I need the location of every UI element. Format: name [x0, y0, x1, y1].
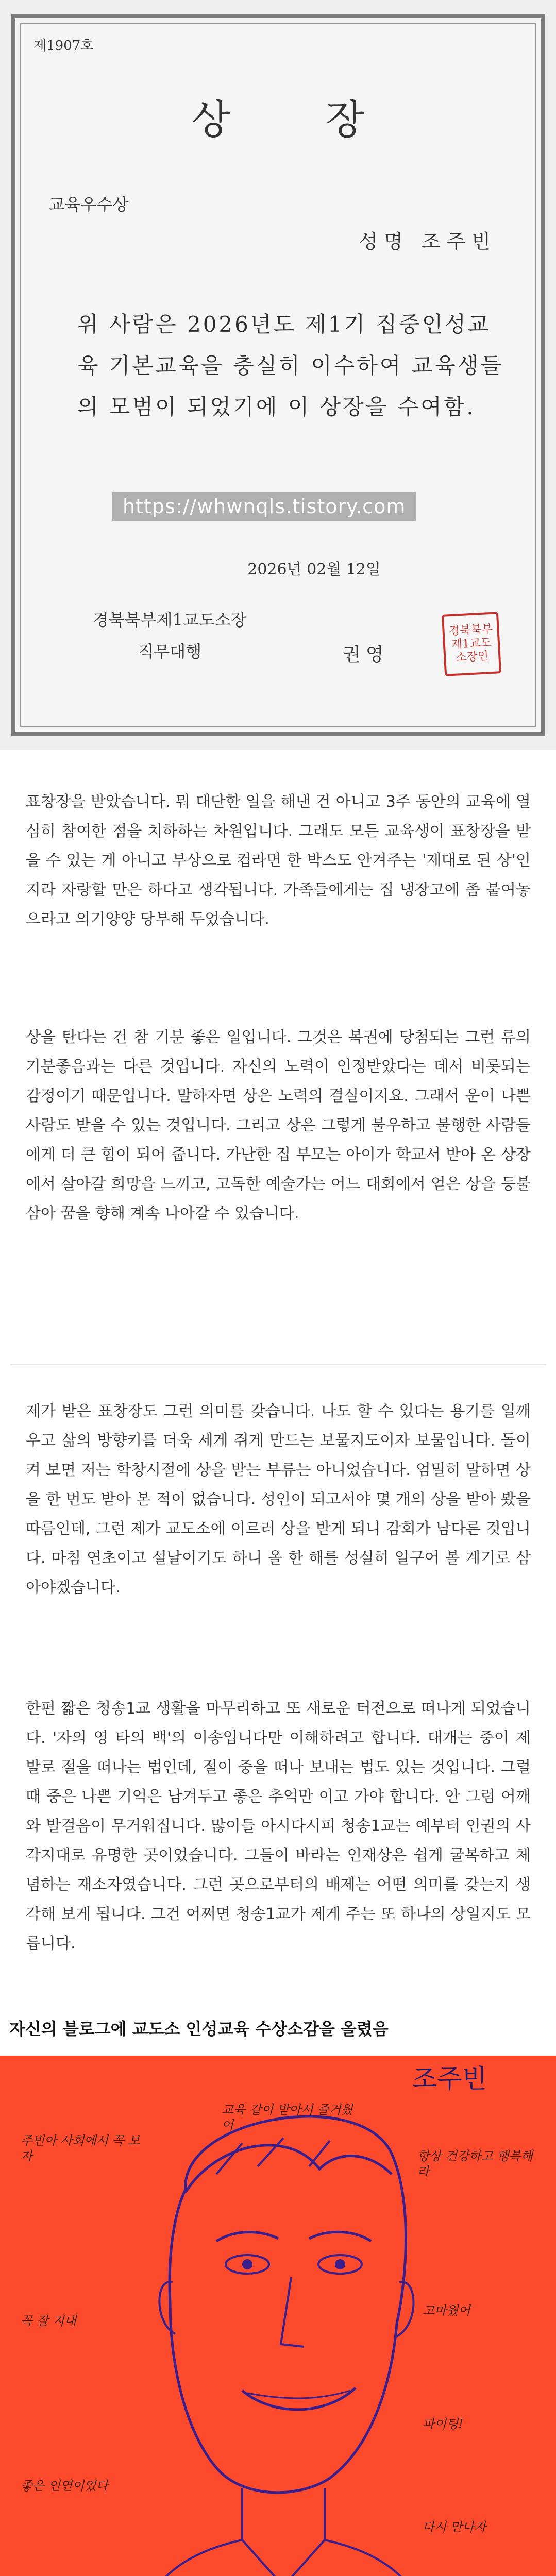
watermark: https://whwnqls.tistory.com: [112, 492, 416, 521]
certificate-issuer: [93, 604, 247, 668]
certificate-title: 상 장: [191, 97, 406, 143]
certificate-image: [0, 0, 556, 750]
paragraph: 표창장을 받았습니다. 뭐 대단한 일을 해낸 건 아니고 3주 동안의 교육에 열심히 참여한 점을 치하하는 차원입니다. 그래도 모든 교육생이 표창장을 받을 수 있는 게 아니고 부상으로 컵라면 한 박스도 안겨주는 '제대로 된 상'인지라 자랑할 만은 하다고 생각됩니다. 가족들에게는 집 냉장고에 좀 붙여놓으라고 의기양양 당부해 두었습니다.: [26, 793, 531, 928]
certificate-serial: 제1907호: [33, 38, 94, 54]
paragraph: 한편 짧은 청송1교 생활을 마무리하고 또 새로운 터전으로 떠나게 되었습니다. '자의 영 타의 백'의 이송입니다만 이해하려고 합니다. 대개는 중이 제 발로 절을 떠나는 법인데, 절이 중을 떠나 보내는 법도 있는 것입니다. 그럴 때 중은 나쁜 기억은 남겨두고 좋은 추억만 이고 가야 합니다. 안 그럼 어깨와 발걸음이 무거워집니다. 많이들 아시다시피 청송1교는 예부터 인권의 사각지대로 유명한 곳이었습니다. 그들이 바라는 인재상은 쉽게 굴복하고 체념하는 재소자였습니다. 그런 곳으로부터의 배제는 어떤 의미를 갖는지 생각해 보게 됩니다. 그건 어쩌면 청송1교가 제게 주는 또 하나의 상일지도 모릅니다.: [26, 1700, 531, 1953]
rolling-paper-note: 좋은 인연이었다: [21, 2479, 108, 2493]
certificate-signer: 권영: [343, 644, 389, 665]
section-divider: [10, 1364, 546, 1365]
certificate-recipient: 성명 조주빈: [359, 230, 497, 253]
blog-caption: 자신의 블로그에 교도소 인성교육 수상소감을 올렸음: [9, 2019, 389, 2039]
rolling-paper-note: 고마웠어: [423, 2303, 470, 2318]
frame-corner: [11, 14, 34, 37]
paragraph: 제가 받은 표창장도 그런 의미를 갖습니다. 나도 할 수 있다는 용기를 일깨우고 삶의 방향키를 더욱 세게 쥐게 만드는 보물지도이자 보물입니다. 돌이켜 보면 저는 학창시절에 상을 받는 부류는 아니었습니다. 엄밀히 말하면 상을 한 번도 받아 본 적이 없습니다. 성인이 되고서야 몇 개의 상을 받아 봤을 따름인데, 그런 제가 교도소에 이르러 상을 받게 되니 감회가 남다른 것입니다. 마침 연초이고 설날이기도 하니 올 한 해를 성실히 일구어 볼 계기로 삼아야겠습니다.: [26, 1402, 531, 1597]
rolling-paper-name: 조주빈: [412, 2064, 487, 2094]
issuer-line1: 경북북부제1교도소장: [93, 610, 247, 630]
rolling-paper-image: [0, 2056, 556, 2576]
certificate-date: 2026년 02월 12일: [247, 561, 381, 579]
certificate-body: 위 사람은 2026년도 제1기 집중인성교육 기본교육을 충실히 이수하여 교육생들의 모범이 되었기에 이 상장을 수여함.: [77, 312, 504, 419]
rolling-paper-note: 꼭 잘 지내: [21, 2314, 76, 2328]
issuer-line2: 직무대행: [138, 642, 202, 662]
rolling-paper-note: 다시 만나자: [423, 2520, 486, 2534]
rolling-paper-note: 주빈아 사회에서 꼭 보자: [21, 2133, 140, 2163]
paragraph: 상을 탄다는 건 참 기분 좋은 일입니다. 그것은 복권에 당첨되는 그런 류의 기분좋음과는 다른 것입니다. 자신의 노력이 인정받았다는 데서 비롯되는 감정이기 때문입니다. 말하자면 상은 노력의 결실이지요. 그래서 운이 나쁜 사람도 받을 수 있는 것입니다. 그리고 상은 그렇게 불우하고 불행한 사람들에게 더 큰 힘이 되어 줍니다. 가난한 집 부모는 아이가 학교서 받아 온 상장에서 살아갈 희망을 느끼고, 고독한 예술가는 어느 대회에서 얻은 상을 등불삼아 꿈을 향해 계속 나아갈 수 있습니다.: [26, 1028, 531, 1223]
certificate-award: 교육우수상: [49, 195, 129, 214]
official-seal: 경북북부제1교도소장인: [442, 612, 501, 676]
rolling-paper-note: 파이팅!: [423, 2417, 464, 2431]
rolling-paper-note: 교육 같이 받아서 즐거웠어: [222, 2103, 353, 2132]
rolling-paper-note: 항상 건강하고 행복해라: [417, 2149, 533, 2179]
